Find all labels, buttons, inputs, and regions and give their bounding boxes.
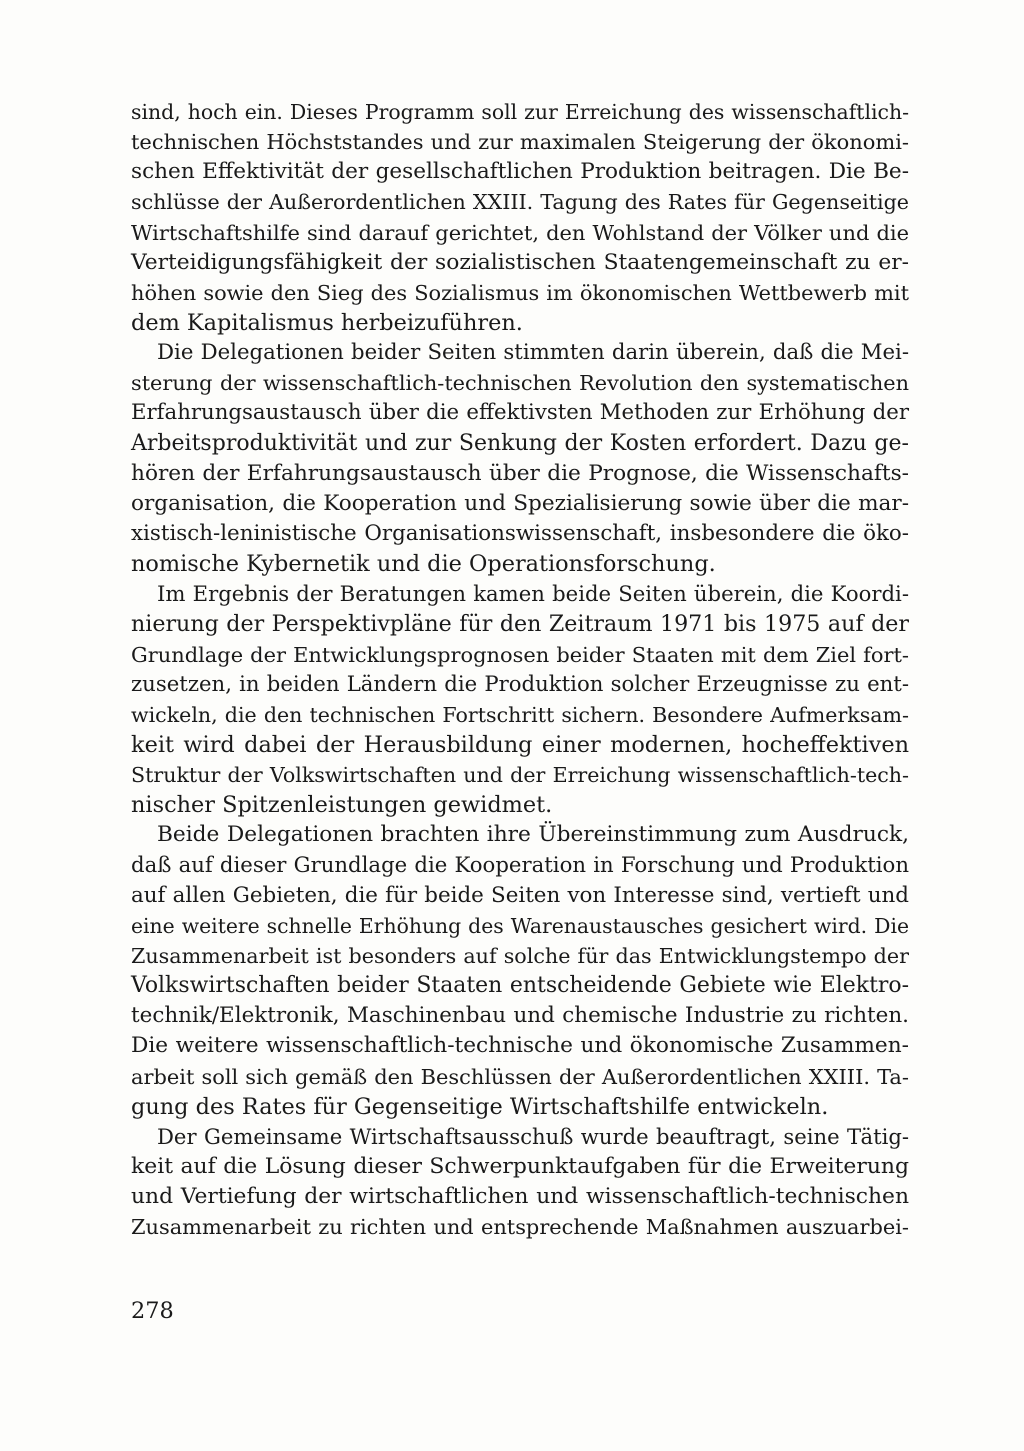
text-line: Wirtschaftshilfe sind darauf gerichtet, den Wohlstand der Völker und die — [131, 220, 909, 245]
text-line: Die Delegationen beider Seiten stimmten darin überein, daß die Mei- — [157, 340, 909, 366]
text-line: technischen Höchststandes und zur maximalen Steigerung der ökonomi- — [131, 130, 909, 155]
text-line: sind, hoch ein. Dieses Programm soll zur Erreichung des wissenschaftlich- — [131, 100, 909, 124]
paragraph-5 — [131, 1122, 909, 1243]
body-text — [131, 97, 909, 1242]
text-line: sterung der wissenschaftlich-technischen Revolution den systematischen — [131, 371, 909, 396]
text-line: schen Effektivität der gesellschaftlichen Produktion beitragen. Die Be- — [131, 159, 909, 185]
text-line: daß auf dieser Grundlage die Kooperation in Forschung und Produktion — [131, 852, 909, 878]
text-line: Struktur der Volkswirtschaften und der Erreichung wissenschaftlich-tech- — [131, 763, 909, 788]
text-line: xistisch-leninistische Organisationswissenschaft, insbesondere die öko- — [131, 520, 909, 546]
text-line: technik/Elektronik, Maschinenbau und chemische Industrie zu richten. — [131, 1003, 909, 1029]
text-line: nierung der Perspektivpläne für den Zeitraum 1971 bis 1975 auf der — [131, 611, 909, 638]
text-line: höhen sowie den Sieg des Sozialismus im ökonomischen Wettbewerb mit — [131, 280, 909, 305]
text-line: Verteidigungsfähigkeit der sozialistischen Staatengemeinschaft zu er- — [131, 249, 909, 275]
text-line: Beide Delegationen brachten ihre Übereinstimmung zum Ausdruck, — [157, 822, 909, 848]
text-line: keit auf die Lösung dieser Schwerpunktaufgaben für die Erweiterung — [131, 1153, 909, 1179]
text-line: hören der Erfahrungsaustausch über die Prognose, die Wissenschafts- — [131, 460, 909, 486]
text-line: nomische Kybernetik und die Operationsforschung. — [131, 551, 716, 578]
paragraph-1 — [131, 97, 909, 338]
text-line: arbeit soll sich gemäß den Beschlüssen der Außerordentlichen XXIII. Ta- — [131, 1064, 909, 1089]
text-line: wickeln, die den technischen Fortschritt sichern. Besondere Aufmerksam- — [131, 702, 909, 727]
text-line: schlüsse der Außerordentlichen XXIII. Tagung des Rates für Gegenseitige — [131, 190, 909, 215]
text-line: organisation, die Kooperation und Spezialisierung sowie über die mar- — [131, 490, 909, 516]
paragraph-4 — [131, 820, 909, 1121]
paragraph-2 — [131, 338, 909, 579]
text-line: Die weitere wissenschaftlich-technische und ökonomische Zusammen- — [131, 1033, 909, 1059]
paragraph-3 — [131, 579, 909, 820]
text-line: Volkswirtschaften beider Staaten entscheidende Gebiete wie Elektro- — [131, 973, 909, 999]
text-line: und Vertiefung der wirtschaftlichen und wissenschaftlich-technischen — [131, 1184, 909, 1210]
text-line: Erfahrungsaustausch über die effektivsten Methoden zur Erhöhung der — [131, 400, 909, 426]
text-line: keit wird dabei der Herausbildung einer modernen, hocheffektiven — [131, 731, 909, 758]
text-line: auf allen Gebieten, die für beide Seiten von Interesse sind, vertieft und — [131, 882, 909, 908]
text-line: Zusammenarbeit ist besonders auf solche für das Entwicklungstempo der — [131, 943, 909, 968]
page-number: 278 — [131, 1298, 174, 1324]
text-line: dem Kapitalismus herbeizuführen. — [131, 309, 523, 336]
text-line: Arbeitsproduktivität und zur Senkung der Kosten erfordert. Dazu ge- — [131, 430, 909, 456]
text-line: Der Gemeinsame Wirtschaftsausschuß wurde beauftragt, seine Tätig- — [157, 1123, 909, 1149]
text-line: gung des Rates für Gegenseitige Wirtschaftshilfe entwickeln. — [131, 1093, 829, 1120]
text-line: nischer Spitzenleistungen gewidmet. — [131, 792, 553, 819]
text-line: Im Ergebnis der Beratungen kamen beide Seiten überein, die Koordi- — [157, 581, 909, 607]
text-line: eine weitere schnelle Erhöhung des Warenaustausches gesichert wird. Die — [131, 913, 909, 938]
text-line: zusetzen, in beiden Ländern die Produktion solcher Erzeugnisse zu ent- — [131, 671, 909, 697]
text-line: Grundlage der Entwicklungsprognosen beider Staaten mit dem Ziel fort- — [131, 642, 909, 667]
text-line: Zusammenarbeit zu richten und entsprechende Maßnahmen auszuarbei- — [131, 1215, 909, 1240]
